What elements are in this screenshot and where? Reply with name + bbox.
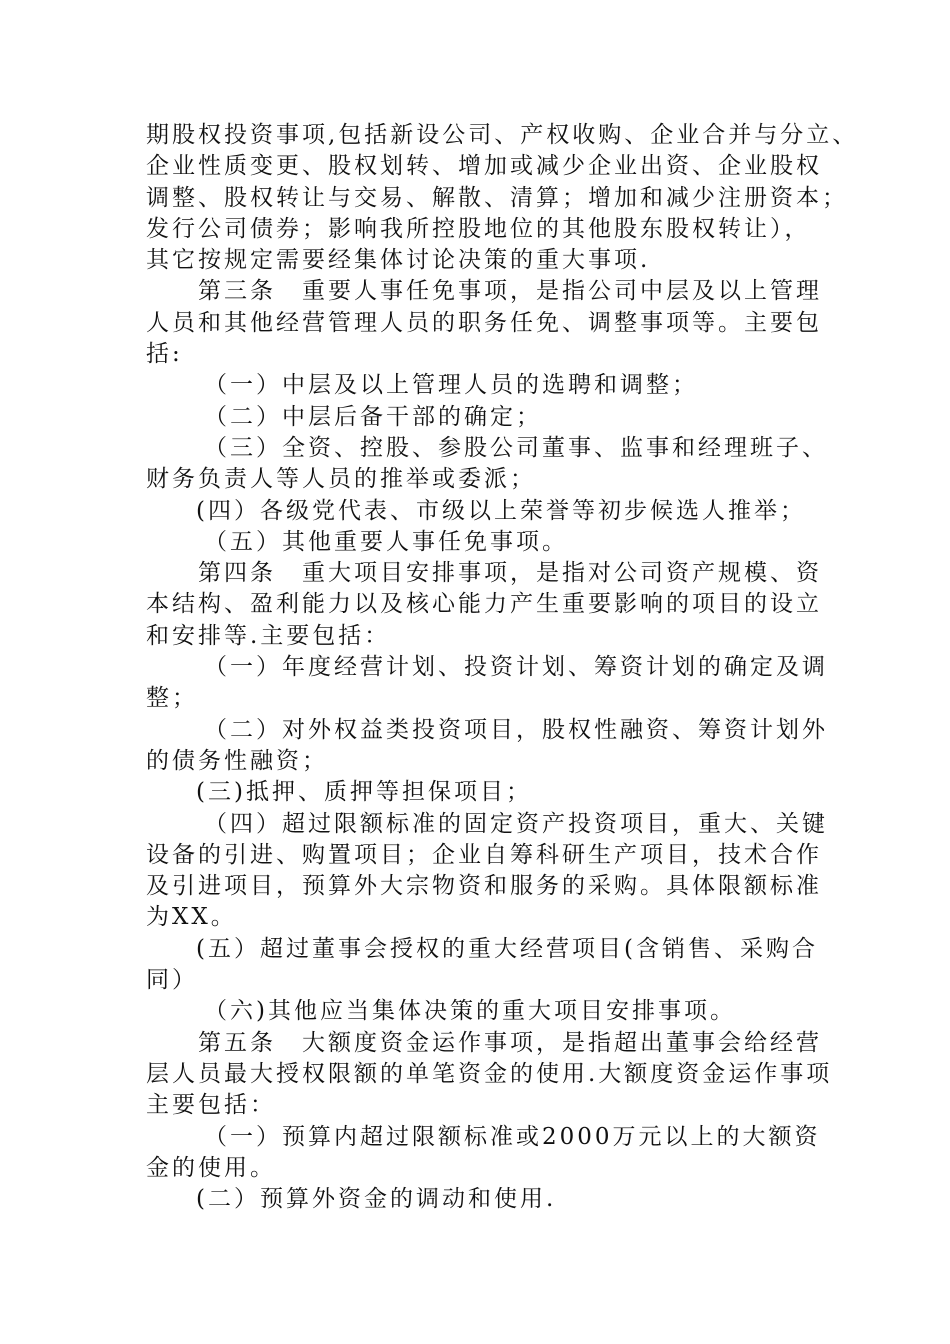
body-line: 企业性质变更、股权划转、增加或减少企业出资、企业股权 [146, 153, 822, 180]
body-line: 设备的引进、购置项目；企业自筹科研生产项目，技术合作 [146, 841, 822, 868]
list-item-line: （三）全资、控股、参股公司董事、监事和经理班子、 [204, 434, 828, 461]
list-item-line: （二）对外权益类投资项目，股权性融资、筹资计划外 [204, 716, 828, 743]
body-line: 金的使用。 [146, 1154, 276, 1181]
body-line: 和安排等.主要包括： [146, 622, 391, 649]
list-item-line: (四）各级党代表、市级以上荣誉等初步候选人推举； [196, 497, 806, 524]
body-line: 主要包括： [146, 1092, 276, 1119]
body-line: 同） [146, 967, 198, 994]
article-4-heading-line: 第四条 重大项目安排事项，是指对公司资产规模、资 [198, 560, 822, 587]
list-item-line: （一）中层及以上管理人员的选聘和调整； [204, 372, 698, 399]
body-line: 整； [146, 685, 198, 712]
list-item-line: （六)其他应当集体决策的重大项目安排事项。 [204, 998, 736, 1025]
list-item-line: (五）超过董事会授权的重大经营项目(含销售、采购合 [196, 935, 818, 962]
list-item-line: (二）预算外资金的调动和使用. [196, 1186, 557, 1213]
list-item-line: （二）中层后备干部的确定； [204, 403, 542, 430]
body-line: 及引进项目，预算外大宗物资和服务的采购。具体限额标准 [146, 873, 822, 900]
body-line: 期股权投资事项,包括新设公司、产权收购、企业合并与分立、 [146, 122, 859, 148]
body-line: 本结构、盈利能力以及核心能力产生重要影响的项目的设立 [146, 591, 822, 618]
list-item-line: （一）年度经营计划、投资计划、筹资计划的确定及调 [204, 654, 828, 681]
body-line: 财务负责人等人员的推举或委派； [146, 466, 536, 493]
body-line: 调整、股权转让与交易、解散、清算；增加和减少注册资本； [146, 184, 848, 211]
list-item-line: （一）预算内超过限额标准或2000万元以上的大额资 [204, 1123, 821, 1150]
list-item-line: (三)抵押、质押等担保项目； [196, 779, 532, 806]
article-3-heading-line: 第三条 重要人事任免事项，是指公司中层及以上管理 [198, 278, 822, 305]
body-line: 发行公司债券；影响我所控股地位的其他股东股权转让）， [146, 215, 811, 242]
list-item-line: （四）超过限额标准的固定资产投资项目，重大、关键 [204, 810, 828, 837]
document-body [146, 120, 859, 1215]
article-5-heading-line: 第五条 大额度资金运作事项，是指超出董事会给经营 [198, 1029, 822, 1056]
body-line: 其它按规定需要经集体讨论决策的重大事项. [146, 247, 651, 274]
list-item-line: （五）其他重要人事任免事项。 [204, 528, 568, 555]
body-line: 的债务性融资； [146, 747, 328, 774]
body-line: 人员和其他经营管理人员的职务任免、调整事项等。主要包 [146, 309, 822, 336]
body-line: 层人员最大授权限额的单笔资金的使用.大额度资金运作事项 [146, 1060, 833, 1087]
body-line: 括: [146, 341, 183, 368]
body-line: 为XX。 [146, 904, 237, 931]
